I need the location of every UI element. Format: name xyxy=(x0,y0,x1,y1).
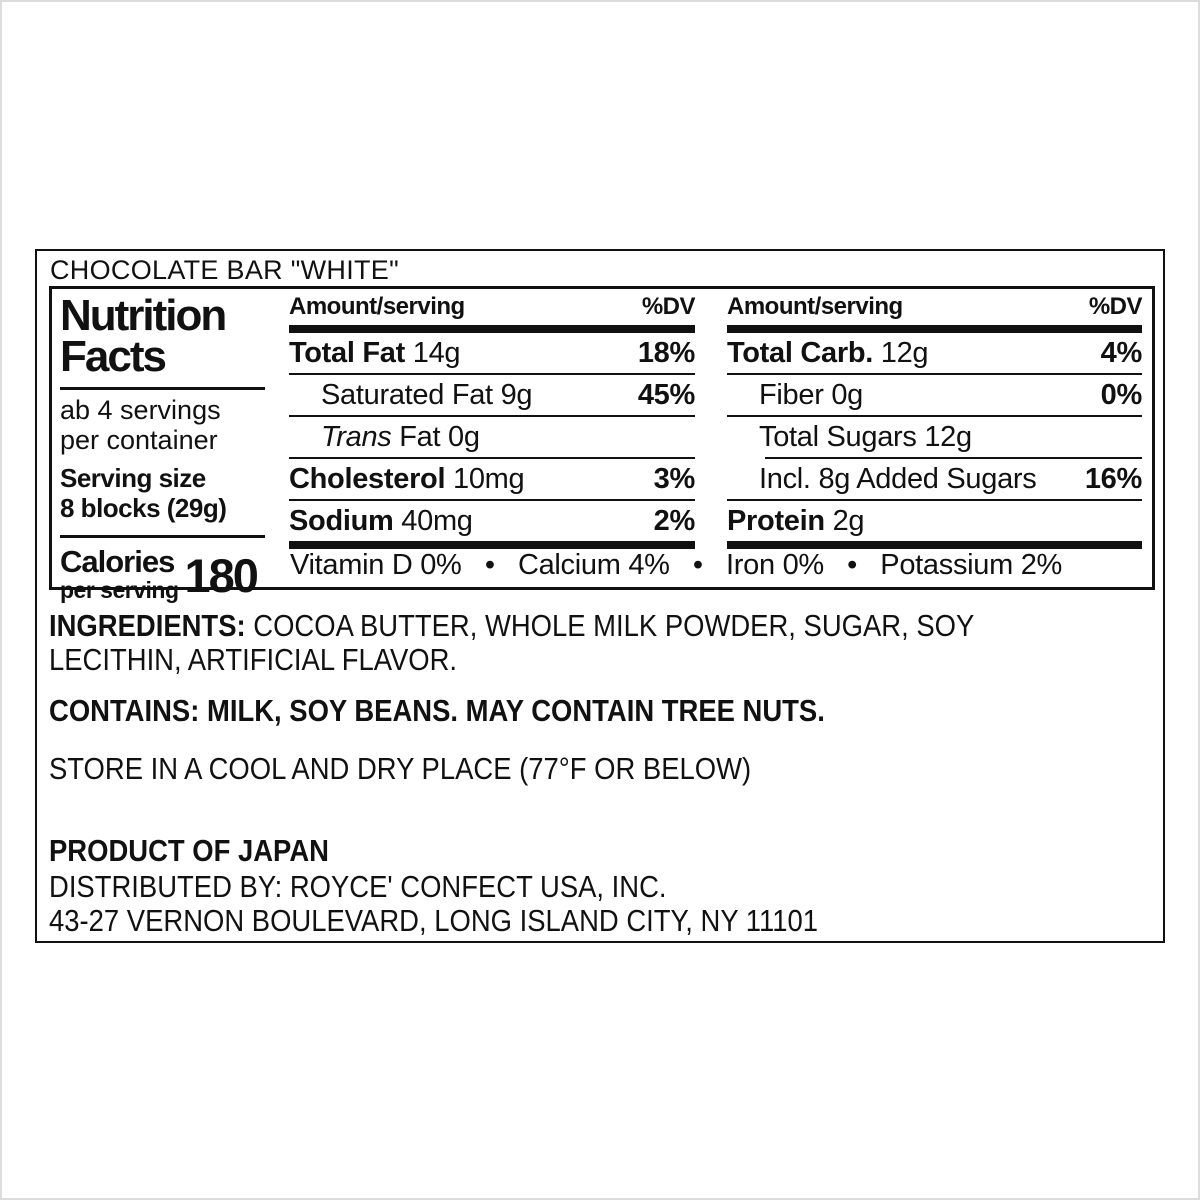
calories-label: Calories xyxy=(60,544,175,580)
label-outer-box xyxy=(35,249,1165,943)
divider xyxy=(60,535,265,538)
nutrient-name-rest: Total Sugars 12g xyxy=(759,420,972,453)
nutrient-dv: 45% xyxy=(637,378,695,411)
ingredients-line2: LECITHIN, ARTIFICIAL FLAVOR. xyxy=(49,642,458,677)
nutrient-name-lead: Cholesterol xyxy=(289,462,446,495)
nutrient-dv: 0% xyxy=(1100,378,1142,411)
nutrient-name xyxy=(727,337,928,370)
ingredients-block xyxy=(49,609,1163,677)
nutrition-facts-title-line1: Nutrition xyxy=(60,291,226,340)
nutrient-dv: 2% xyxy=(653,504,695,537)
nutrition-facts-title-line2: Facts xyxy=(60,332,165,382)
serving-size-label: Serving size xyxy=(60,462,206,493)
thick-divider xyxy=(289,325,695,333)
nutrient-row-trans-fat xyxy=(289,417,695,457)
calories-sublabel: per serving xyxy=(60,576,179,603)
serving-size xyxy=(60,463,265,524)
nutrient-name-rest: Fat 0g xyxy=(391,420,480,453)
nutrient-row-added-sugars xyxy=(727,459,1142,499)
nutrient-name-lead: Sodium xyxy=(289,504,394,537)
thick-divider xyxy=(727,541,1142,549)
nutrient-name-rest: 12g xyxy=(873,336,929,369)
nutrient-name-lead: Total Carb. xyxy=(727,336,874,369)
nutrient-name xyxy=(289,505,473,538)
amount-serving-header: Amount/serving xyxy=(727,293,903,320)
nutrient-name xyxy=(321,421,480,454)
nutrient-name-rest: 14g xyxy=(404,336,461,369)
nutrient-name xyxy=(759,463,1036,496)
nutrition-facts-title xyxy=(60,291,265,382)
nutrient-dv: 4% xyxy=(1100,336,1142,369)
label-text-blocks xyxy=(49,609,1163,938)
nutrition-facts-panel xyxy=(49,286,1155,603)
nutrient-name xyxy=(289,337,460,370)
nutrient-name xyxy=(289,463,524,496)
thick-divider xyxy=(727,325,1142,333)
nutrition-facts-left-column xyxy=(60,291,265,603)
distributor-address: 43-27 VERNON BOULEVARD, LONG ISLAND CITY, NY 11101 xyxy=(49,903,818,938)
nutrient-name-lead: Protein xyxy=(727,504,825,537)
thick-divider xyxy=(289,541,695,549)
nutrient-dv: 3% xyxy=(653,462,695,495)
nutrient-name-rest: Saturated Fat 9g xyxy=(321,378,533,411)
column-header xyxy=(289,295,695,321)
nutrient-name xyxy=(759,421,972,454)
nutrient-row-total-fat xyxy=(289,333,695,373)
calories-value: 180 xyxy=(184,548,257,602)
nutrient-name-rest: 10mg xyxy=(445,462,525,495)
micronutrients-line: Vitamin D 0% • Calcium 4% • Iron 0% • Potassium 2% xyxy=(290,549,1063,581)
nutrition-facts-carb-column xyxy=(727,295,1142,581)
storage-instructions: STORE IN A COOL AND DRY PLACE (77°F OR BELOW) xyxy=(49,751,752,786)
nutrient-name xyxy=(759,379,863,412)
nutrient-name-rest: 40mg xyxy=(393,504,473,537)
nutrient-name-lead: Trans xyxy=(321,420,392,453)
ingredients-line1-rest: COCOA BUTTER, WHOLE MILK POWDER, SUGAR, SOY xyxy=(245,608,975,643)
nutrient-row-fiber xyxy=(727,375,1142,415)
nutrient-row-total-sugars xyxy=(727,417,1142,457)
calories-block xyxy=(60,544,265,603)
ingredients-line1 xyxy=(49,609,1035,643)
column-header xyxy=(727,295,1142,321)
ingredients-label: INGREDIENTS: xyxy=(49,608,246,643)
nutrient-dv: 16% xyxy=(1084,462,1142,495)
country-of-origin: PRODUCT OF JAPAN xyxy=(49,833,329,868)
nutrient-name-rest: 2g xyxy=(824,504,865,537)
nutrient-row-total-carb xyxy=(727,333,1142,373)
divider xyxy=(60,387,265,390)
amount-serving-header: Amount/serving xyxy=(289,293,465,320)
nutrient-name xyxy=(321,379,532,412)
nutrient-row-cholesterol xyxy=(289,459,695,499)
nutrient-row-protein xyxy=(727,501,1142,541)
nutrient-name-rest: Incl. 8g Added Sugars xyxy=(759,462,1037,495)
dv-header: %DV xyxy=(1088,293,1142,320)
serving-size-value: 8 blocks (29g) xyxy=(60,493,227,524)
nutrient-name-rest: Fiber 0g xyxy=(759,378,863,411)
nutrient-row-sodium xyxy=(289,501,695,541)
calories-labels xyxy=(60,544,179,603)
nutrient-row-saturated-fat xyxy=(289,375,695,415)
servings-line1: ab 4 servings xyxy=(60,394,221,425)
nutrient-name xyxy=(727,505,864,538)
nutrition-facts-fat-column xyxy=(289,295,695,581)
dv-header: %DV xyxy=(641,293,695,320)
nutrient-dv: 18% xyxy=(637,336,695,369)
product-title: CHOCOLATE BAR "WHITE" xyxy=(50,255,399,285)
distributor-name: DISTRIBUTED BY: ROYCE' CONFECT USA, INC. xyxy=(49,869,667,904)
servings-line2: per container xyxy=(60,425,218,456)
allergen-statement: CONTAINS: MILK, SOY BEANS. MAY CONTAIN TREE NUTS. xyxy=(49,693,825,728)
servings-per-container xyxy=(60,395,265,456)
nutrient-name-lead: Total Fat xyxy=(289,336,405,369)
